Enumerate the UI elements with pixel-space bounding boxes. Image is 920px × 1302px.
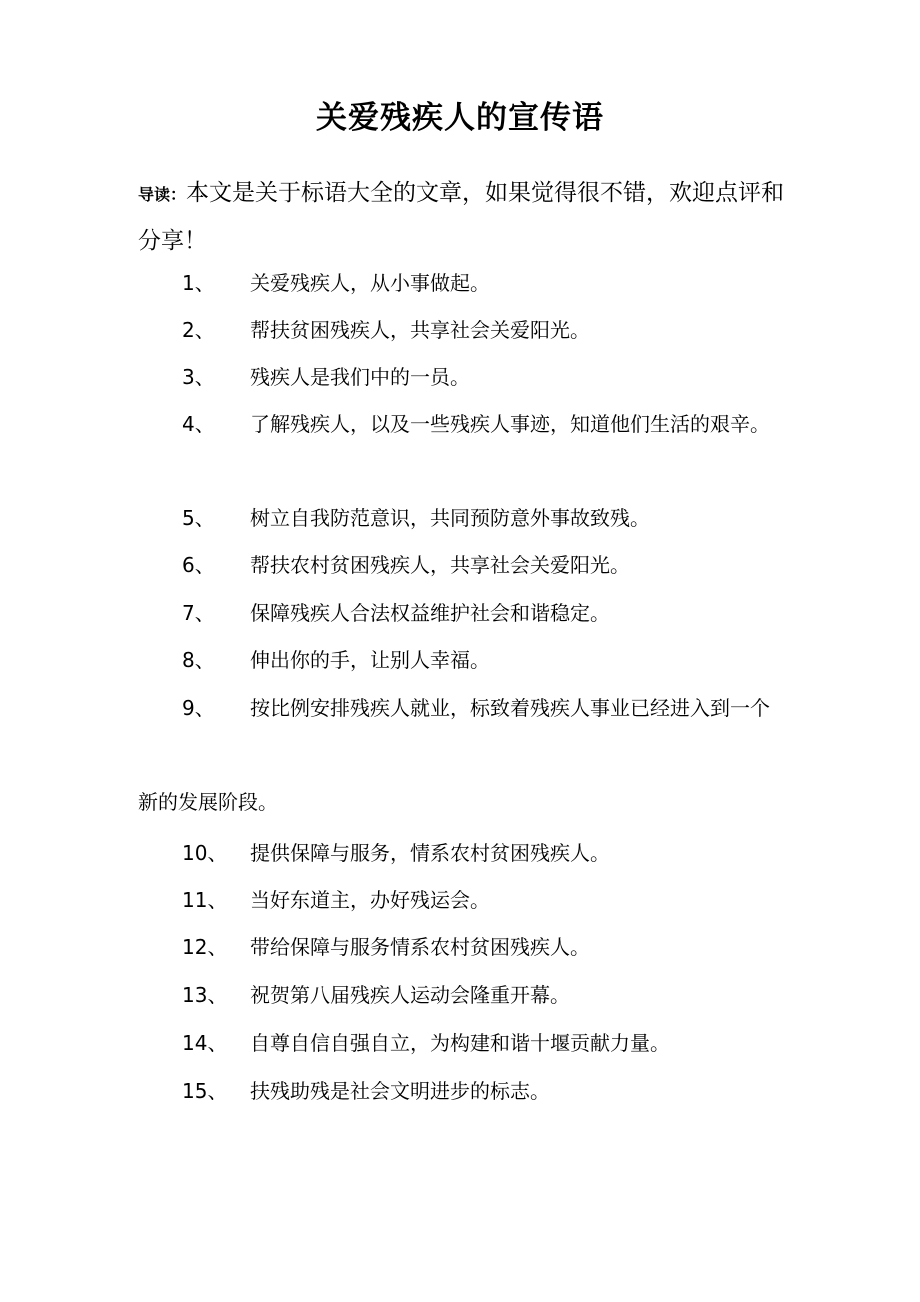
item-text: 帮扶农村贫困残疾人，共享社会关爱阳光。 (250, 553, 630, 577)
intro-text: 本文是关于标语大全的文章，如果觉得很不错，欢迎点评和分享！ (138, 180, 785, 254)
item-number: 12、 (182, 935, 228, 959)
item-number: 1、 (182, 271, 215, 295)
item-text: 带给保障与服务情系农村贫困残疾人。 (250, 935, 590, 959)
list-item (138, 830, 778, 877)
item-number: 14、 (182, 1031, 228, 1055)
list-item (138, 307, 778, 354)
list-item (138, 1020, 778, 1067)
intro-label: 导读： (138, 185, 187, 204)
item-text: 残疾人是我们中的一员。 (250, 365, 470, 389)
list-item (138, 877, 778, 924)
item-text: 伸出你的手，让别人幸福。 (250, 648, 490, 672)
item-number: 13、 (182, 983, 228, 1007)
item-text: 关爱残疾人，从小事做起。 (250, 271, 490, 295)
item-text: 扶残助残是社会文明进步的标志。 (250, 1079, 550, 1103)
item-text: 帮扶贫困残疾人，共享社会关爱阳光。 (250, 318, 590, 342)
list-item (138, 542, 778, 589)
item-text: 提供保障与服务，情系农村贫困残疾人。 (250, 841, 610, 865)
item-number: 2、 (182, 318, 215, 342)
list-item (138, 495, 778, 542)
continuation-line: 新的发展阶段。 (138, 790, 278, 814)
item-number: 5、 (182, 506, 215, 530)
item-number: 4、 (182, 412, 215, 436)
page-title: 关爱残疾人的宣传语 (316, 100, 604, 136)
list-item (138, 260, 778, 307)
item-text: 按比例安排残疾人就业，标致着残疾人事业已经进入到一个 (250, 696, 770, 720)
item-number: 8、 (182, 648, 215, 672)
intro-paragraph (138, 170, 788, 264)
item-text: 祝贺第八届残疾人运动会隆重开幕。 (250, 983, 570, 1007)
item-text: 当好东道主，办好残运会。 (250, 888, 490, 912)
item-number: 3、 (182, 365, 215, 389)
item-text: 自尊自信自强自立，为构建和谐十堰贡献力量。 (250, 1031, 670, 1055)
item-number: 6、 (182, 553, 215, 577)
list-item (138, 924, 778, 971)
item-number: 15、 (182, 1079, 228, 1103)
list-item (138, 637, 778, 684)
list-item (138, 354, 778, 401)
list-item (138, 972, 778, 1019)
list-item (138, 590, 778, 637)
item-text: 了解残疾人，以及一些残疾人事迹，知道他们生活的艰辛。 (250, 412, 770, 436)
item-number: 9、 (182, 696, 215, 720)
list-item (138, 685, 778, 732)
item-number: 7、 (182, 601, 215, 625)
item-number: 10、 (182, 841, 228, 865)
item-text: 树立自我防范意识，共同预防意外事故致残。 (250, 506, 650, 530)
item-number: 11、 (182, 888, 228, 912)
item-text: 保障残疾人合法权益维护社会和谐稳定。 (250, 601, 610, 625)
list-item (138, 1068, 778, 1115)
list-item (138, 401, 778, 448)
